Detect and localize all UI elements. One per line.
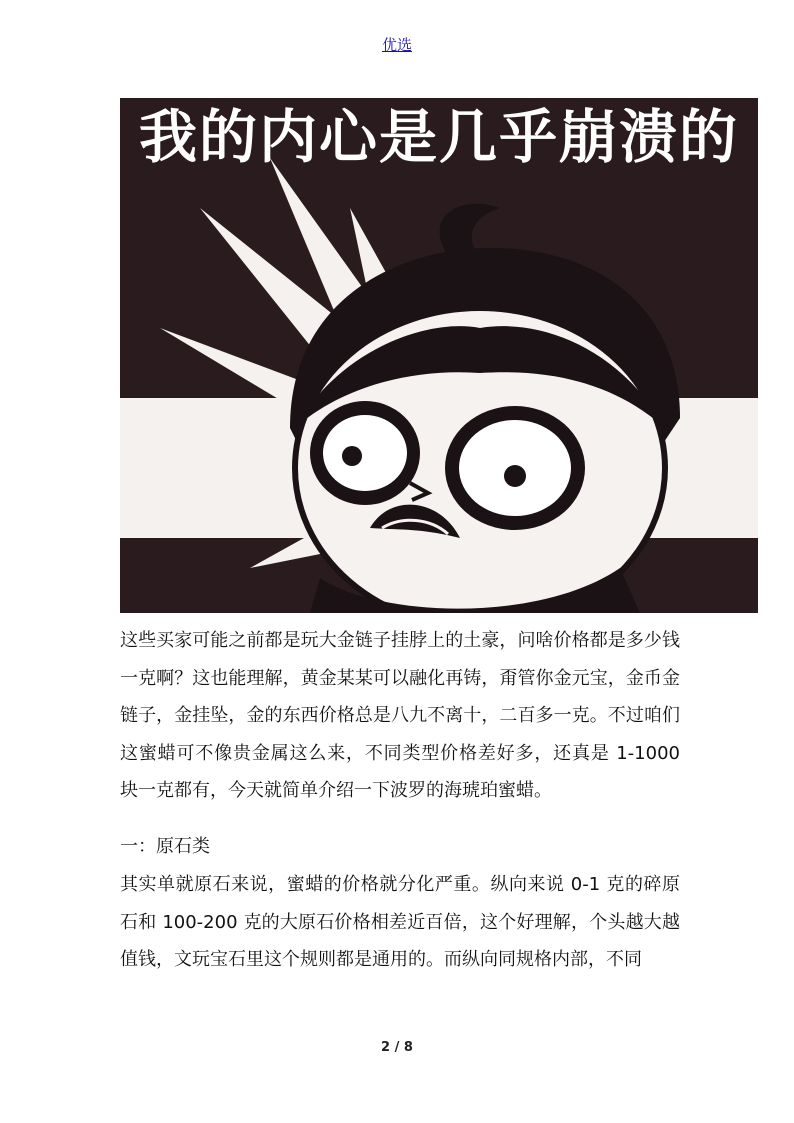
paragraph-text: 其实单就原石来说，蜜蜡的价格就分化严重。纵向来说 0-1 克的碎原石和 100-200 克的大原石价格相差近百倍，这个好理解，个头越大越值钱，文玩宝石里这个规则都是通用的。而纵向同规格内部，不同 [120, 874, 680, 970]
header-link-youxuan[interactable]: 优选 [381, 36, 412, 54]
article-paragraph-1 [120, 622, 680, 810]
paragraph-text: 这些买家可能之前都是玩大金链子挂脖上的土豪，问啥价格都是多少钱一克啊？这也能理解，黄金某某可以融化再铸，甭管你金元宝，金币金链子，金挂坠，金的东西价格总是八九不离十，二百多一克。不过咱们这蜜蜡可不像贵金属这么来，不同类型价格差好多，还真是 1-1000 块一克都有，今天就简单介绍一下波罗的海琥珀蜜蜡。 [120, 630, 680, 801]
article-paragraph-2 [120, 866, 680, 979]
page-indicator: 2 / 8 [381, 1040, 413, 1055]
section-heading [120, 828, 680, 866]
meme-caption: 我的内心是几乎崩溃的 [138, 103, 739, 171]
shocked-cartoon-face-icon [120, 98, 758, 613]
meme-image [120, 98, 758, 613]
heading-text: 一：原石类 [120, 836, 210, 857]
